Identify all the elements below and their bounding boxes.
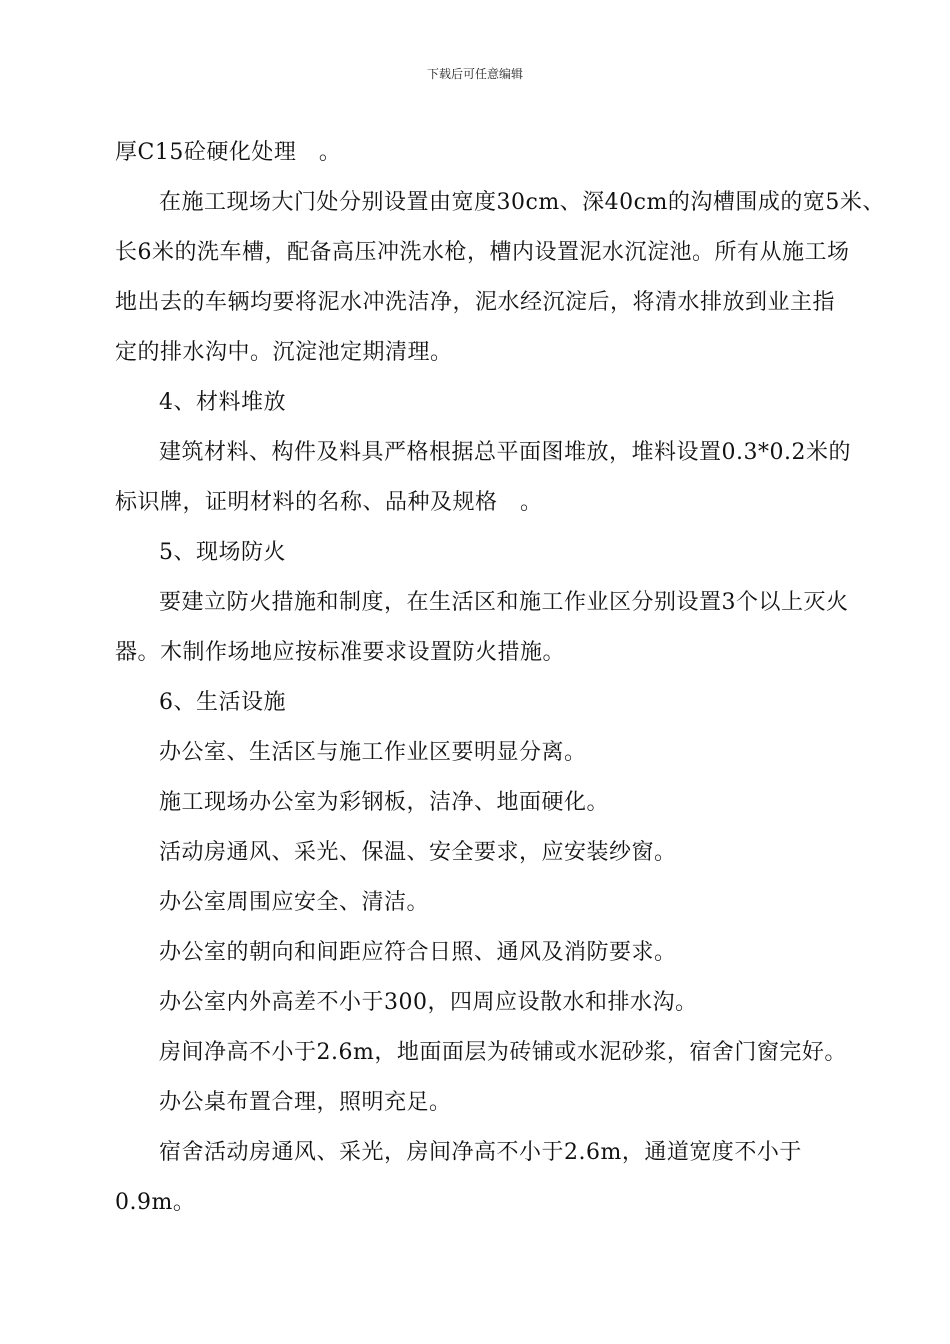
paragraph-line: 活动房通风、采光、保温、安全要求，应安装纱窗。	[159, 840, 677, 865]
paragraph-line: 施工现场办公室为彩钢板，洁净、地面硬化。	[159, 790, 610, 815]
paragraph-line: 厚C15砼硬化处理 。	[115, 140, 342, 165]
paragraph-line: 办公桌布置合理，照明充足。	[159, 1090, 452, 1115]
paragraph-line: 办公室的朝向和间距应符合日照、通风及消防要求。	[159, 940, 677, 965]
section-heading: 5、现场防火	[159, 540, 286, 565]
paragraph-line: 定的排水沟中。沉淀池定期清理。	[115, 340, 453, 365]
paragraph-line: 地出去的车辆均要将泥水冲洗洁净，泥水经沉淀后，将清水排放到业主指	[115, 290, 836, 315]
paragraph-line: 标识牌，证明材料的名称、品种及规格 。	[115, 490, 543, 515]
paragraph-line: 办公室内外高差不小于300，四周应设散水和排水沟。	[159, 990, 698, 1015]
section-heading: 6、生活设施	[159, 690, 286, 715]
paragraph-line: 房间净高不小于2.6m，地面面层为砖铺或水泥砂浆，宿舍门窗完好。	[159, 1040, 847, 1065]
paragraph-line: 在施工现场大门处分别设置由宽度30cm、深40cm的沟槽围成的宽5米、	[159, 190, 885, 215]
page-header: 下载后可任意编辑	[426, 67, 523, 81]
paragraph-line: 要建立防火措施和制度，在生活区和施工作业区分别设置3个以上灭火	[159, 590, 849, 615]
paragraph-line: 宿舍活动房通风、采光，房间净高不小于2.6m，通道宽度不小于	[159, 1140, 802, 1165]
paragraph-line: 建筑材料、构件及料具严格根据总平面图堆放，堆料设置0.3*0.2米的	[159, 440, 851, 465]
paragraph-line: 0.9m。	[115, 1190, 196, 1215]
section-heading: 4、材料堆放	[159, 390, 286, 415]
paragraph-line: 长6米的洗车槽，配备高压冲洗水枪，槽内设置泥水沉淀池。所有从施工场	[115, 240, 850, 265]
paragraph-line: 办公室、生活区与施工作业区要明显分离。	[159, 740, 587, 765]
paragraph-line: 办公室周围应安全、清洁。	[159, 890, 430, 915]
paragraph-line: 器。木制作场地应按标准要求设置防火措施。	[115, 640, 566, 665]
document-body	[115, 128, 885, 1228]
